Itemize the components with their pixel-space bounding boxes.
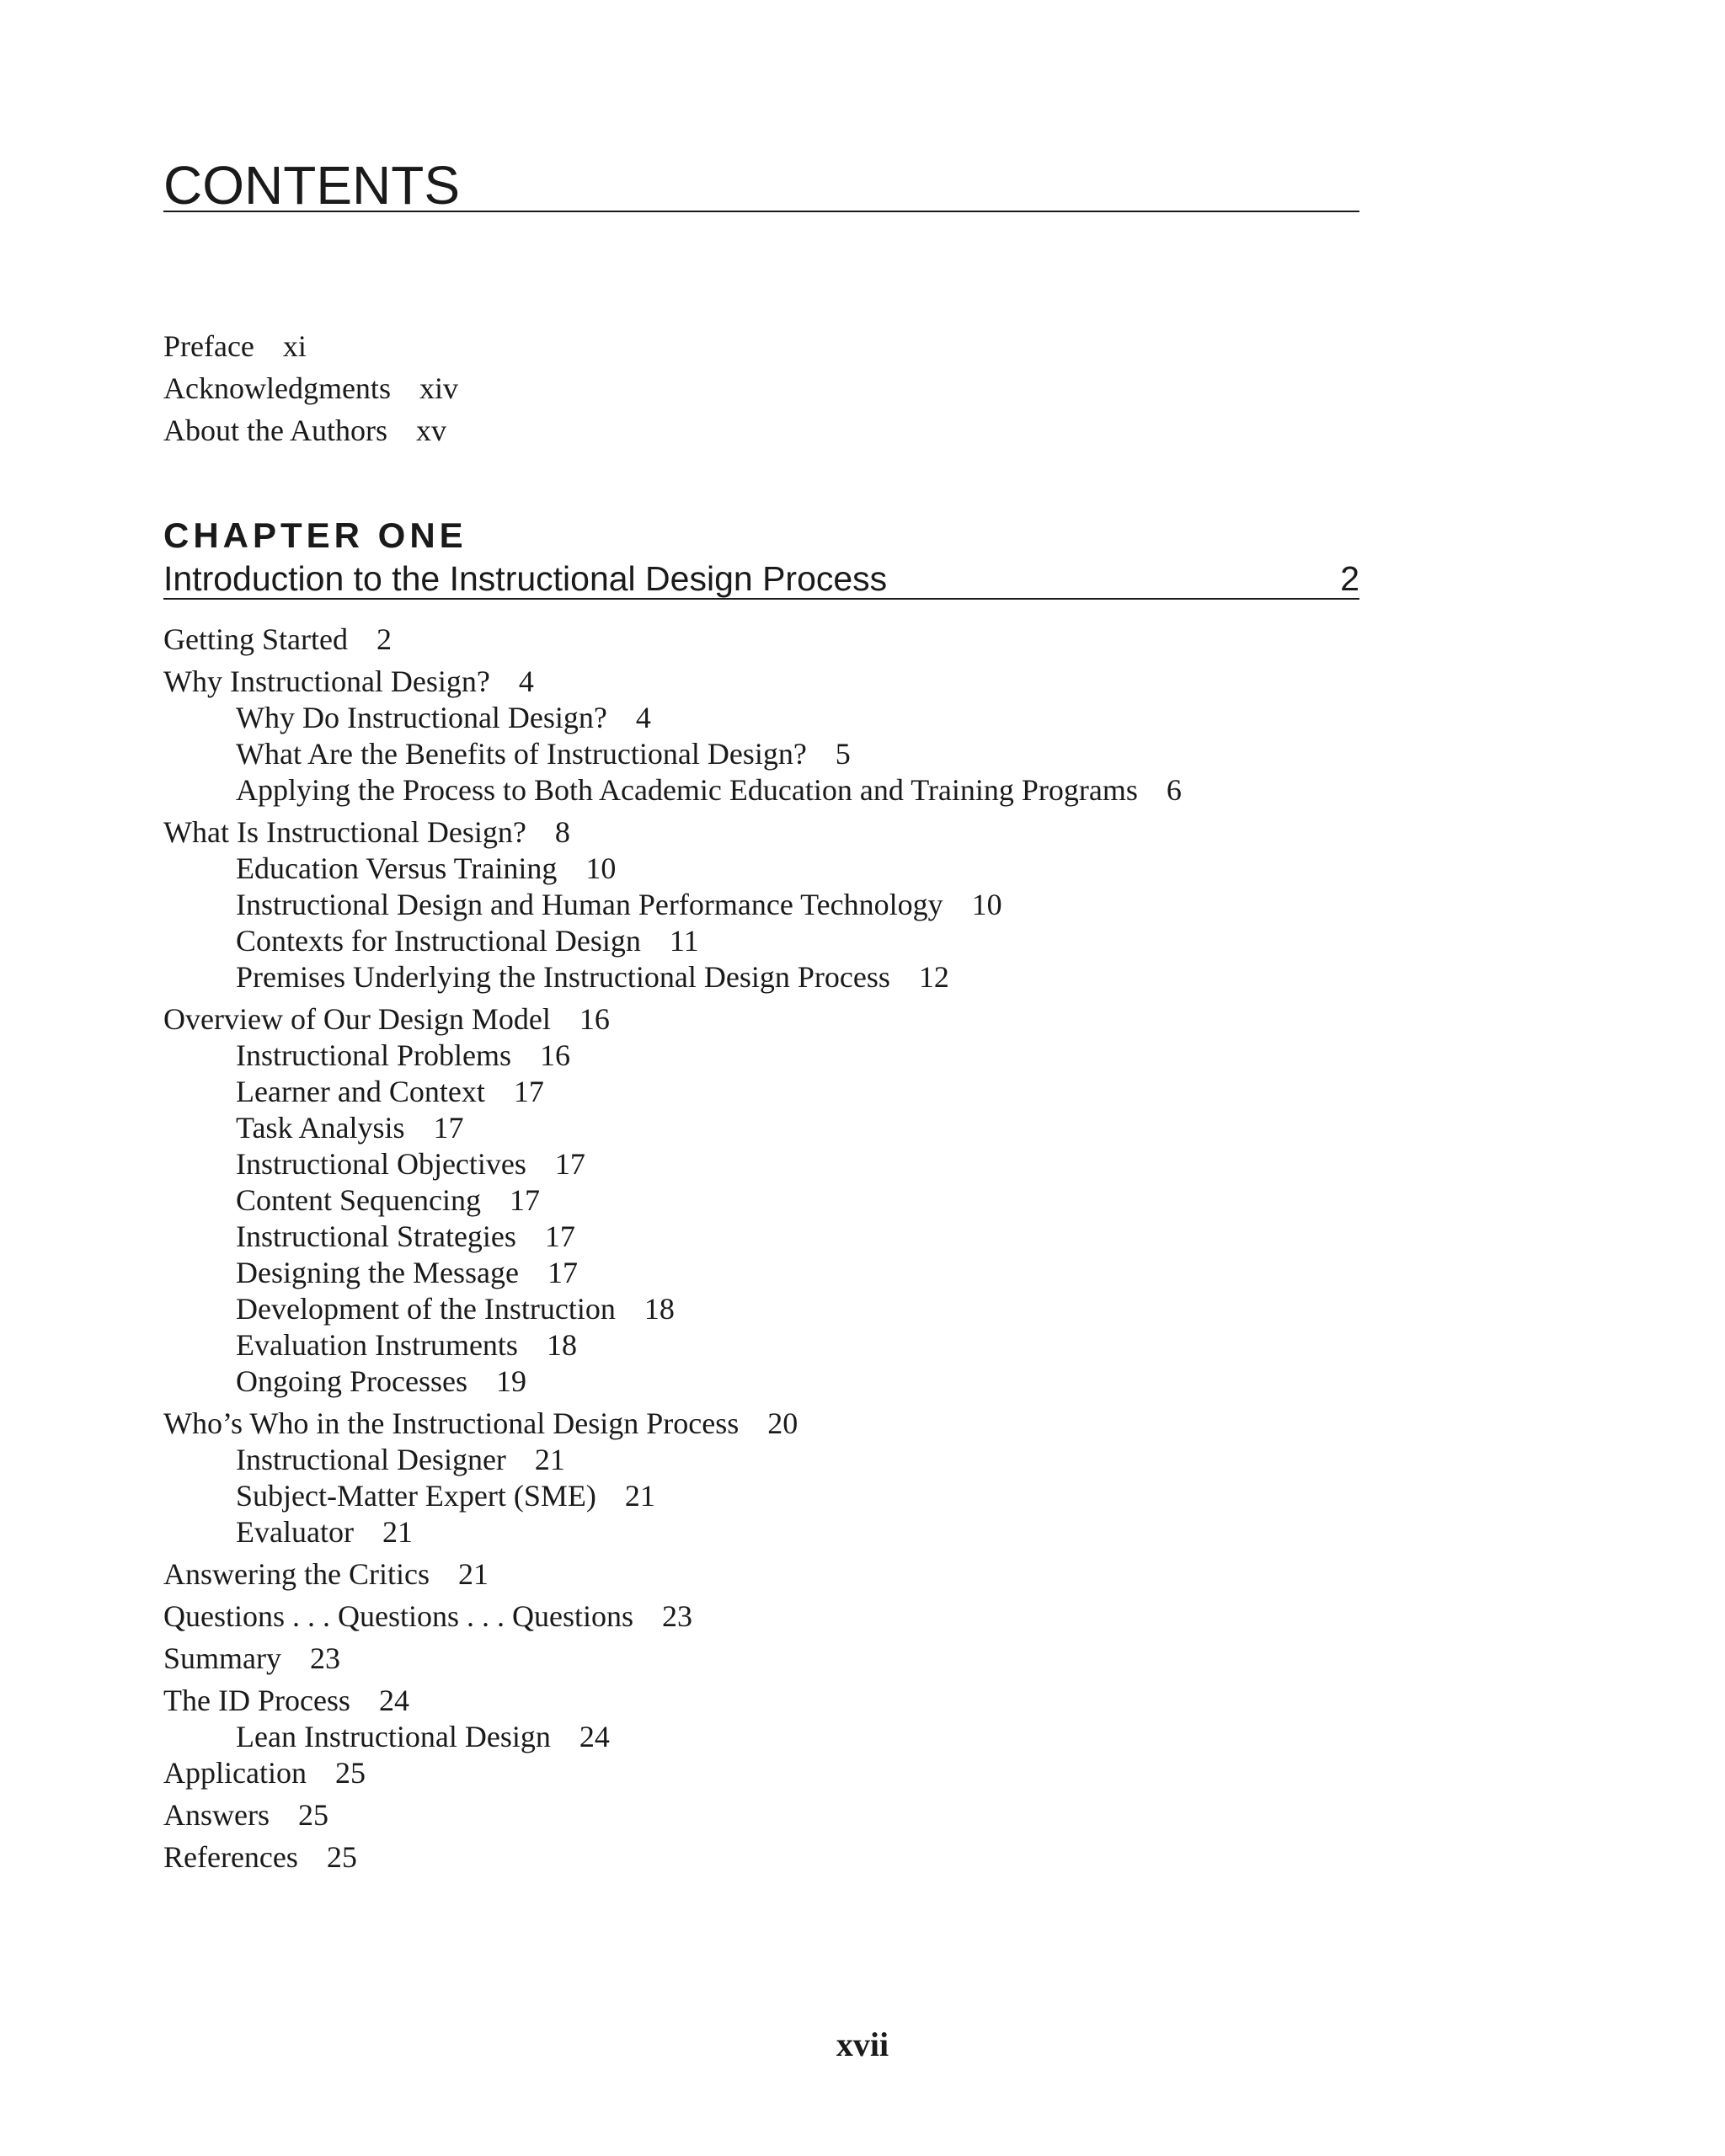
entry-title: Learner and Context (236, 1075, 485, 1108)
toc-subentry[interactable] (163, 1514, 1511, 1550)
entry-title: Task Analysis (236, 1111, 405, 1145)
entry-title: About the Authors (163, 414, 387, 447)
entry-page: 10 (585, 851, 617, 885)
entry-page: 17 (433, 1111, 464, 1145)
entry-title: Getting Started (163, 622, 348, 656)
chapter-toc-list (163, 622, 1511, 1876)
entry-page: 17 (547, 1256, 578, 1289)
entry-page: 17 (554, 1147, 585, 1181)
entry-title: Application (163, 1756, 307, 1790)
entry-page: 2 (376, 622, 392, 656)
entry-page: 12 (918, 960, 949, 994)
toc-entry-preface[interactable] (163, 325, 458, 367)
toc-subentry[interactable] (163, 1146, 1511, 1182)
toc-subentry[interactable] (163, 1110, 1511, 1146)
entry-page: 17 (544, 1219, 575, 1253)
entry-title: References (163, 1840, 298, 1874)
entry-page: 25 (326, 1840, 357, 1874)
entry-page: xi (282, 329, 307, 363)
toc-entry-acknowledgments[interactable] (163, 367, 458, 409)
entry-title: Why Do Instructional Design? (236, 701, 607, 734)
entry-page: 24 (378, 1684, 409, 1717)
entry-title: Premises Underlying the Instructional Design Process (236, 960, 890, 994)
front-matter-list (163, 325, 458, 451)
entry-title: Instructional Designer (236, 1443, 506, 1476)
entry-title: What Are the Benefits of Instructional Design? (236, 737, 807, 771)
entry-title: Evaluator (236, 1515, 354, 1549)
entry-page: 17 (509, 1183, 540, 1217)
entry-page: 16 (579, 1002, 610, 1036)
chapter-title[interactable] (163, 559, 1359, 600)
entry-page: 20 (767, 1406, 798, 1440)
entry-title: Ongoing Processes (236, 1364, 467, 1398)
entry-page: 4 (518, 664, 534, 698)
chapter-title-text: Introduction to the Instructional Design Process (163, 559, 888, 598)
entry-title: Answering the Critics (163, 1557, 430, 1591)
entry-page: 21 (624, 1479, 655, 1513)
entry-page: 25 (334, 1756, 366, 1790)
chapter-label: CHAPTER ONE (163, 515, 467, 555)
toc-subentry[interactable] (163, 923, 1511, 959)
entry-title: The ID Process (163, 1684, 350, 1717)
toc-entry[interactable] (163, 1755, 1511, 1791)
chapter-page-number: 2 (1340, 559, 1359, 598)
entry-page: 18 (546, 1328, 577, 1362)
toc-entry[interactable] (163, 1001, 1511, 1038)
toc-entry[interactable] (163, 1406, 1511, 1442)
toc-subentry[interactable] (163, 772, 1511, 808)
toc-entry[interactable] (163, 1683, 1511, 1719)
entry-page: 11 (669, 924, 699, 958)
toc-subentry[interactable] (163, 1442, 1511, 1478)
toc-entry-about-authors[interactable] (163, 409, 458, 451)
entry-title: Applying the Process to Both Academic Education and Training Programs (236, 773, 1138, 807)
toc-entry[interactable] (163, 1556, 1511, 1593)
entry-title: Subject-Matter Expert (SME) (236, 1479, 596, 1513)
entry-page: xv (416, 414, 446, 447)
entry-page: 23 (310, 1641, 340, 1675)
entry-title: Acknowledgments (163, 371, 391, 405)
entry-title: Why Instructional Design? (163, 664, 490, 698)
entry-title: Who’s Who in the Instructional Design Process (163, 1406, 740, 1440)
entry-title: Instructional Design and Human Performance Technology (236, 888, 943, 921)
entry-title: Content Sequencing (236, 1183, 481, 1217)
toc-subentry[interactable] (163, 1478, 1511, 1514)
entry-title: Contexts for Instructional Design (236, 924, 641, 958)
toc-subentry[interactable] (163, 1719, 1511, 1755)
entry-title: Development of the Instruction (236, 1292, 616, 1326)
entry-page: 24 (579, 1720, 610, 1753)
entry-title: What Is Instructional Design? (163, 815, 526, 849)
entry-page: 25 (297, 1798, 328, 1832)
toc-subentry[interactable] (163, 1038, 1511, 1074)
entry-title: Evaluation Instruments (236, 1328, 518, 1362)
toc-entry[interactable] (163, 1797, 1511, 1833)
toc-entry[interactable] (163, 1839, 1511, 1876)
toc-subentry[interactable] (163, 1327, 1511, 1364)
entry-page: 18 (644, 1292, 675, 1326)
toc-entry[interactable] (163, 814, 1511, 851)
entry-title: Questions . . . Questions . . . Questions (163, 1599, 633, 1633)
entry-page: 10 (971, 888, 1002, 921)
entry-title: Lean Instructional Design (236, 1720, 551, 1753)
entry-title: Summary (163, 1641, 281, 1675)
entry-page: 21 (534, 1443, 565, 1476)
entry-title: Answers (163, 1798, 270, 1832)
page-number: xvii (836, 2025, 889, 2063)
toc-entry[interactable] (163, 1598, 1511, 1635)
toc-subentry[interactable] (163, 1074, 1511, 1110)
toc-subentry[interactable] (163, 736, 1511, 772)
entry-title: Instructional Objectives (236, 1147, 526, 1181)
entry-page: 6 (1166, 773, 1182, 807)
entry-title: Designing the Message (236, 1256, 519, 1289)
toc-subentry[interactable] (163, 1219, 1511, 1255)
entry-page: 8 (554, 815, 570, 849)
toc-subentry[interactable] (163, 1291, 1511, 1327)
toc-subentry[interactable] (163, 1255, 1511, 1291)
entry-page: 17 (513, 1075, 544, 1108)
entry-title: Education Versus Training (236, 851, 558, 885)
toc-entry[interactable] (163, 622, 1511, 658)
entry-title: Overview of Our Design Model (163, 1002, 551, 1036)
entry-page: 23 (662, 1599, 692, 1633)
entry-page: 19 (495, 1364, 526, 1398)
toc-subentry[interactable] (163, 1182, 1511, 1219)
toc-subentry[interactable] (163, 887, 1511, 923)
toc-entry[interactable] (163, 664, 1511, 700)
entry-page: 21 (457, 1557, 489, 1591)
page-title: CONTENTS (163, 158, 1359, 212)
entry-page: 5 (835, 737, 851, 771)
entry-page: 4 (635, 701, 651, 734)
toc-entry[interactable] (163, 1641, 1511, 1677)
entry-page: 16 (539, 1038, 570, 1072)
entry-page: xiv (419, 371, 458, 405)
entry-title: Instructional Strategies (236, 1219, 516, 1253)
toc-subentry[interactable] (163, 700, 1511, 736)
entry-title: Instructional Problems (236, 1038, 511, 1072)
entry-title: Preface (163, 329, 254, 363)
entry-page: 21 (382, 1515, 413, 1549)
toc-subentry[interactable] (163, 959, 1511, 995)
toc-subentry[interactable] (163, 851, 1511, 887)
toc-subentry[interactable] (163, 1364, 1511, 1400)
